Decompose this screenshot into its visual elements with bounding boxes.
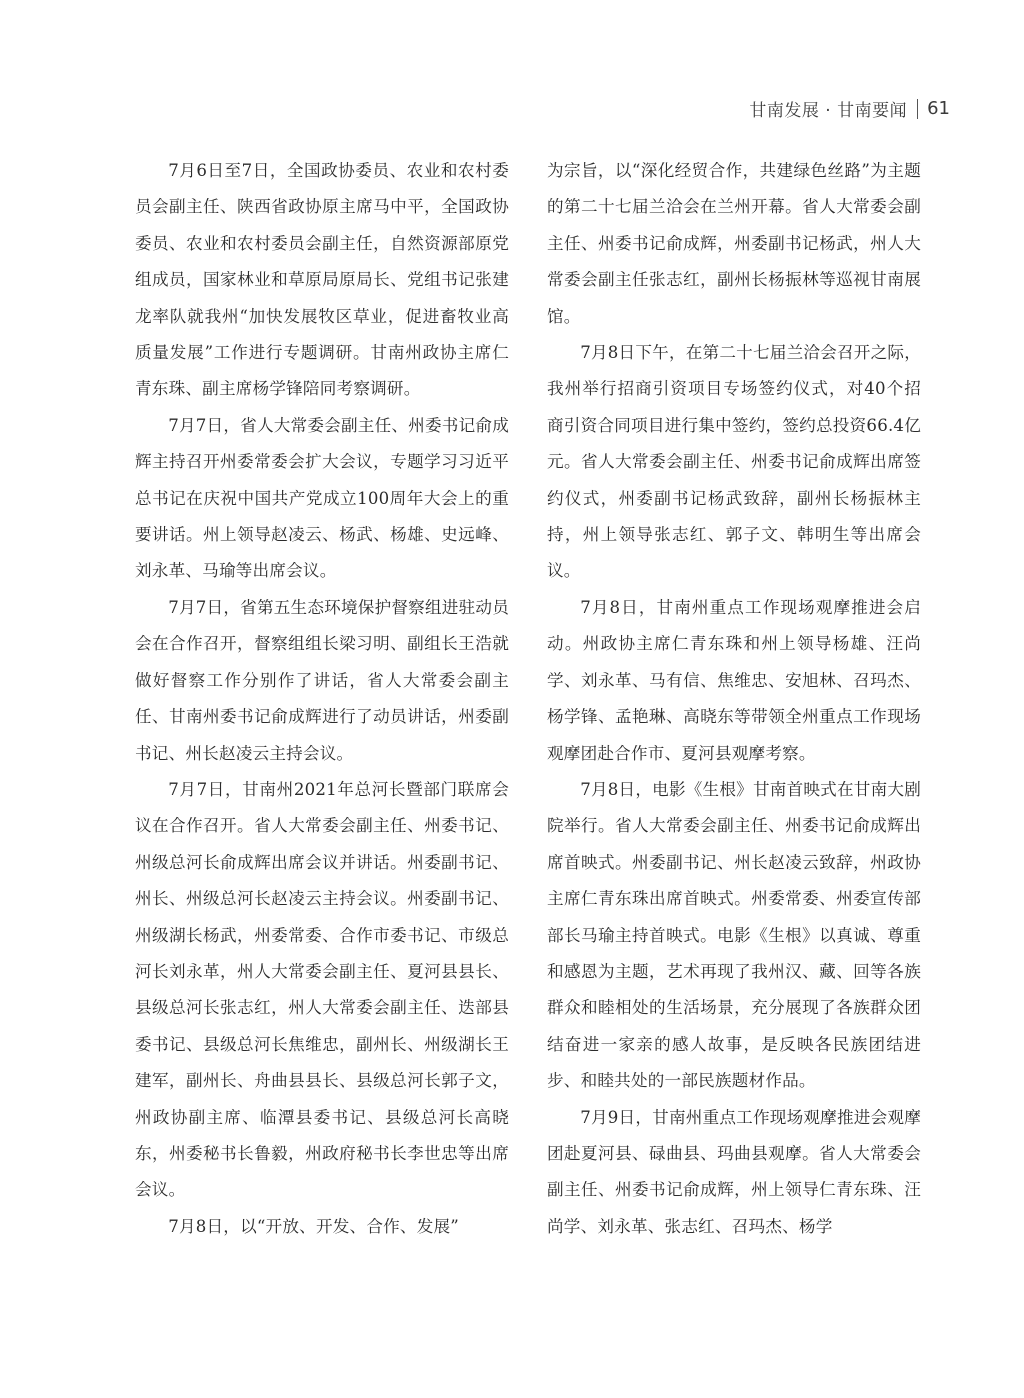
news-paragraph: 7月7日，甘南州2021年总河长暨部门联席会议在合作召开。省人大常委会副主任、州委书记、州级总河长俞成辉出席会议并讲话。州委副书记、州长、州级总河长赵凌云主持会议。州委副书记、州级湖长杨武，州委常委、合作市委书记、市级总河长刘永革，州人大常委会副主任、夏河县县长、县级总河长张志红，州人大常委会副主任、迭部县委书记、县级总河长焦维忠，副州长、州级湖长王建军，副州长、舟曲县县长、县级总河长郭子文，州政协副主席、临潭县委书记、县级总河长高晓东，州委秘书长鲁毅，州政府秘书长李世忠等出席会议。 <box>135 779 509 1200</box>
news-paragraph-continued: 为宗旨，以“深化经贸合作，共建绿色丝路”为主题的第二十七届兰洽会在兰州开幕。省人大常委会副主任、州委书记俞成辉，州委副书记杨武，州人大常委会副主任张志红，副州长杨振林等巡视甘南展馆。 <box>547 161 921 326</box>
news-paragraph: 7月8日下午，在第二十七届兰洽会召开之际，我州举行招商引资项目专场签约仪式，对40个招商引资合同项目进行集中签约，签约总投资66.4亿元。省人大常委会副主任、州委书记俞成辉出席签约仪式，州委副书记杨武致辞，副州长杨振林主持，州上领导张志红、郭子文、韩明生等出席会议。 <box>547 343 921 581</box>
news-paragraph: 7月8日，以“开放、开发、合作、发展” <box>168 1216 459 1236</box>
page-number: 61 <box>927 98 950 119</box>
section-title: 甘南发展 · 甘南要闻 <box>749 101 908 121</box>
news-paragraph: 7月8日，甘南州重点工作现场观摩推进会启动。州政协主席仁青东珠和州上领导杨雄、汪尚学、刘永革、马有信、焦维忠、安旭林、召玛杰、杨学锋、孟艳琳、高晓东等带领全州重点工作现场观摩团赴合作市、夏河县观摩考察。 <box>547 597 921 763</box>
right-column <box>547 153 921 1245</box>
news-paragraph: 7月8日，电影《生根》甘南首映式在甘南大剧院举行。省人大常委会副主任、州委书记俞成辉出席首映式。州委副书记、州长赵凌云致辞，州政协主席仁青东珠出席首映式。州委常委、州委宣传部部长马瑜主持首映式。电影《生根》以真诚、尊重和感恩为主题，艺术再现了我州汉、藏、回等各族群众和睦相处的生活场景，充分展现了各族群众团结奋进一家亲的感人故事，是反映各民族团结进步、和睦共处的一部民族题材作品。 <box>547 779 921 1091</box>
header-divider <box>917 99 918 119</box>
running-header <box>749 96 950 121</box>
news-paragraph: 7月9日，甘南州重点工作现场观摩推进会观摩团赴夏河县、碌曲县、玛曲县观摩。省人大常委会副主任、州委书记俞成辉，州上领导仁青东珠、汪尚学、刘永革、张志红、召玛杰、杨学 <box>547 1107 921 1236</box>
news-paragraph: 7月7日，省人大常委会副主任、州委书记俞成辉主持召开州委常委会扩大会议，专题学习习近平总书记在庆祝中国共产党成立100周年大会上的重要讲话。州上领导赵凌云、杨武、杨雄、史远峰、刘永革、马瑜等出席会议。 <box>135 415 509 581</box>
left-column <box>135 153 509 1245</box>
news-paragraph: 7月7日，省第五生态环境保护督察组进驻动员会在合作召开，督察组组长梁习明、副组长王浩就做好督察工作分别作了讲话，省人大常委会副主任、甘南州委书记俞成辉进行了动员讲话，州委副书记、州长赵凌云主持会议。 <box>135 597 509 763</box>
news-paragraph: 7月6日至7日，全国政协委员、农业和农村委员会副主任、陕西省政协原主席马中平，全国政协委员、农业和农村委员会副主任，自然资源部原党组成员，国家林业和草原局原局长、党组书记张建龙率队就我州“加快发展牧区草业，促进畜牧业高质量发展”工作进行专题调研。甘南州政协主席仁青东珠、副主席杨学锋陪同考察调研。 <box>135 161 509 399</box>
